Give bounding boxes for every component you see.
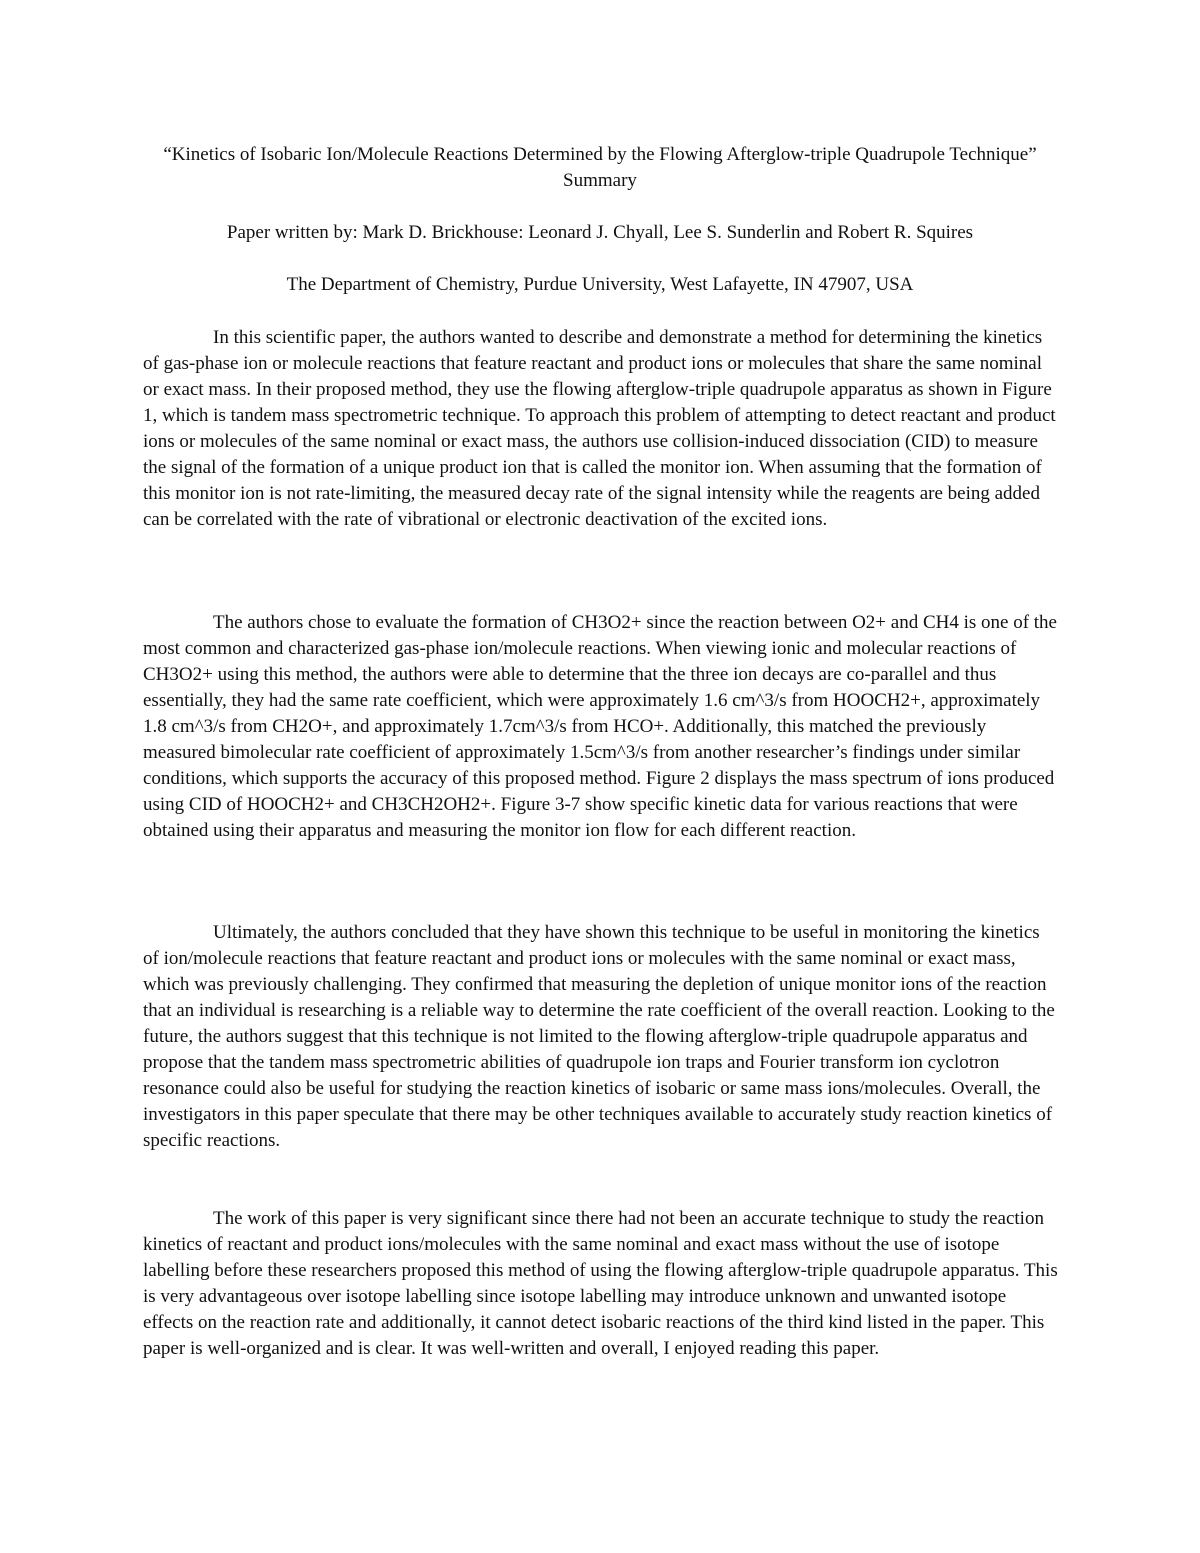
body-paragraph-3: Ultimately, the authors concluded that they have shown this technique to be useful in monitoring the kinetics of ion/molecule reactions that feature reactant and product ions or molecules with the same nominal or exact mass, which was previously challenging. They confirmed that measuring the depletion of unique monitor ions of the reaction that an individual is researching is a reliable way to determine the rate coefficient of the overall reaction. Looking to the future, the authors suggest that this technique is not limited to the flowing afterglow-triple quadrupole apparatus and propose that the tandem mass spectrometric abilities of quadrupole ion traps and Fourier transform ion cyclotron resonance could also be useful for studying the reaction kinetics of isobaric or same mass ions/molecules. Overall, the investigators in this paper speculate that there may be other techniques available to accurately study reaction kinetics of specific reactions. bbox=[143, 922, 1055, 1151]
body-paragraph-4: The work of this paper is very significant since there had not been an accurate technique to study the reaction kinetics of reactant and product ions/molecules with the same nominal and exact mass without the use of isotope labelling before these researchers proposed this method of using the flowing afterglow-triple quadrupole apparatus. This is very advantageous over isotope labelling since isotope labelling may introduce unknown and unwanted isotope effects on the reaction rate and additionally, it cannot detect isobaric reactions of the third kind listed in the paper. This paper is well-organized and is clear. It was well-written and overall, I enjoyed reading this paper. bbox=[143, 1208, 1058, 1359]
document-title: “Kinetics of Isobaric Ion/Molecule Reactions Determined by the Flowing Afterglow-triple Quadrupole Technique” Summary bbox=[163, 144, 1037, 191]
author-line: Paper written by: Mark D. Brickhouse: Leonard J. Chyall, Lee S. Sunderlin and Robert R. Squires bbox=[226, 222, 974, 243]
affiliation-line: The Department of Chemistry, Purdue University, West Lafayette, IN 47907, USA bbox=[286, 274, 914, 295]
body-paragraph-1: In this scientific paper, the authors wanted to describe and demonstrate a method for determining the kinetics of gas-phase ion or molecule reactions that feature reactant and product ions or molecules that share the same nominal or exact mass. In their proposed method, they use the flowing afterglow-triple quadrupole apparatus as shown in Figure 1, which is tandem mass spectrometric technique. To approach this problem of attempting to detect reactant and product ions or molecules of the same nominal or exact mass, the authors use collision-induced dissociation (CID) to measure the signal of the formation of a unique product ion that is called the monitor ion. When assuming that the formation of this monitor ion is not rate-limiting, the measured decay rate of the signal intensity while the reagents are being added can be correlated with the rate of vibrational or electronic deactivation of the excited ions. bbox=[143, 327, 1056, 530]
body-paragraph-2: The authors chose to evaluate the formation of CH3O2+ since the reaction between O2+ and CH4 is one of the most common and characterized gas-phase ion/molecule reactions. When viewing ionic and molecular reactions of CH3O2+ using this method, the authors were able to determine that the three ion decays are co-parallel and thus essentially, they had the same rate coefficient, which were approximately 1.6 cm^3/s from HOOCH2+, approximately 1.8 cm^3/s from CH2O+, and approximately 1.7cm^3/s from HCO+. Additionally, this matched the previously measured bimolecular rate coefficient of approximately 1.5cm^3/s from another researcher’s findings under similar conditions, which supports the accuracy of this proposed method. Figure 2 displays the mass spectrum of ions produced using CID of HOOCH2+ and CH3CH2OH2+. Figure 3-7 show specific kinetic data for various reactions that were obtained using their apparatus and measuring the monitor ion flow for each different reaction. bbox=[143, 612, 1057, 841]
